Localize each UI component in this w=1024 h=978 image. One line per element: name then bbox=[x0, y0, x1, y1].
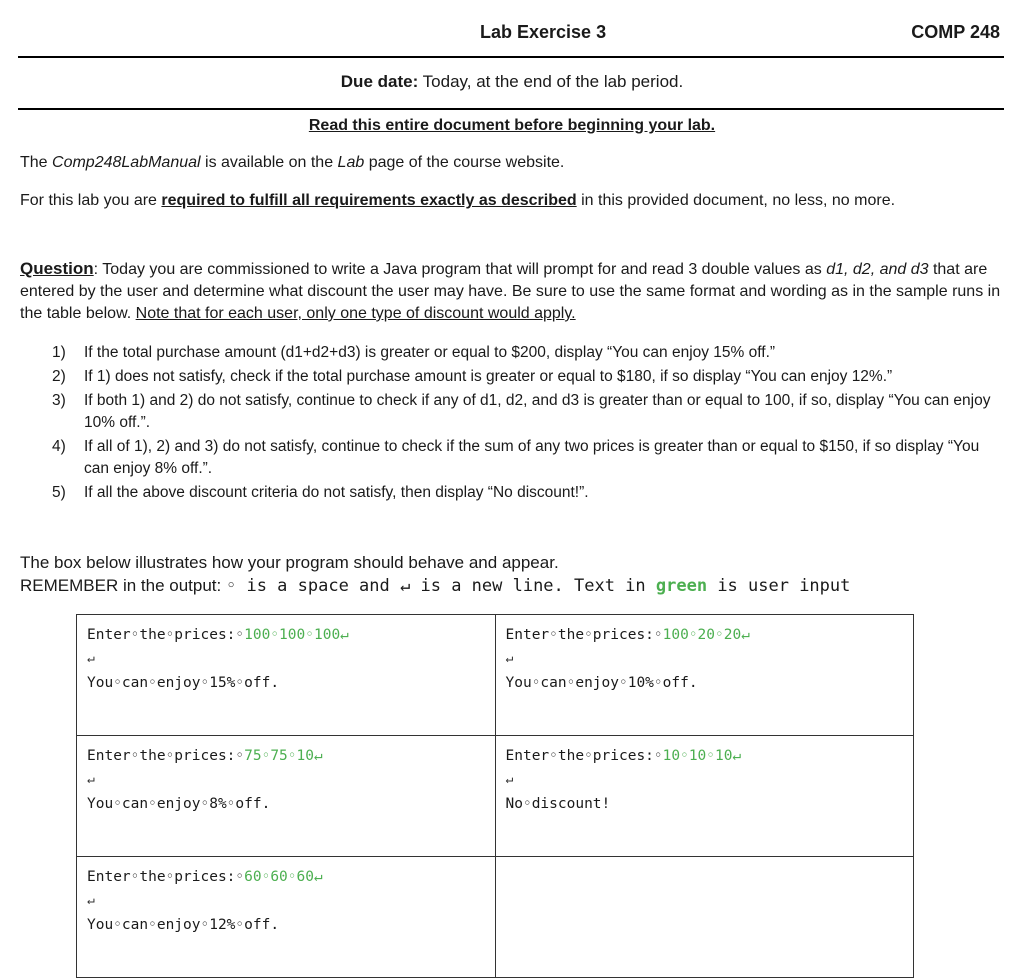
sample-run-cell bbox=[77, 615, 496, 736]
discount-criteria-list bbox=[52, 342, 1002, 506]
criteria-num: 2) bbox=[52, 368, 66, 385]
manual-line-mid: is available on the bbox=[200, 154, 338, 171]
prompt-text: Enter◦the◦prices:◦ bbox=[87, 869, 245, 885]
newline-icon: ↵ bbox=[87, 772, 95, 787]
prompt-text: Enter◦the◦prices:◦ bbox=[505, 748, 663, 764]
remember-space-text: is a space and bbox=[236, 576, 400, 596]
lab-title: Lab Exercise 3 bbox=[480, 22, 607, 42]
newline-icon: ↵ bbox=[87, 651, 95, 666]
lab-page-name: Lab bbox=[337, 154, 365, 171]
result-text: You◦can◦enjoy◦8%◦off. bbox=[87, 796, 271, 812]
result-text: You◦can◦enjoy◦10%◦off. bbox=[505, 675, 698, 691]
question-label: Question bbox=[20, 259, 94, 278]
prompt-line bbox=[87, 744, 485, 768]
manual-line-post: page of the course website. bbox=[364, 154, 565, 171]
remember-pre: REMEMBER in the output: bbox=[20, 576, 226, 595]
requirements-pre: For this lab you are bbox=[20, 192, 162, 209]
criteria-num: 1) bbox=[52, 344, 66, 361]
prompt-line bbox=[87, 623, 485, 647]
criteria-text: If 1) does not satisfy, check if the total purchase amount is greater or equal to $180, if so display “You can enjoy 12%.” bbox=[84, 368, 893, 385]
prompt-text: Enter◦the◦prices:◦ bbox=[505, 627, 663, 643]
criteria-item bbox=[52, 342, 1002, 364]
criteria-num: 5) bbox=[52, 484, 66, 501]
green-word: green bbox=[655, 576, 708, 596]
question-note: Note that for each user, only one type of discount would apply. bbox=[135, 305, 576, 322]
newline-icon: ↵ bbox=[505, 772, 514, 787]
result-text: No◦discount! bbox=[505, 796, 611, 812]
newline-icon: ↵ bbox=[340, 627, 349, 643]
sample-run-cell bbox=[77, 857, 496, 978]
criteria-text: If both 1) and 2) do not satisfy, continue to check if any of d1, d2, and d3 is greater than or equal to 100, if so, display “You can enjoy 10% off.”. bbox=[84, 392, 991, 431]
criteria-item bbox=[52, 366, 1002, 388]
user-input: 75◦75◦10 bbox=[244, 748, 314, 764]
remember-post: is user input bbox=[707, 576, 851, 596]
question-text-2: that are entered by the user and determine what discount the user may have. Be sure to use the same format and wording as in the sample runs in the table below. bbox=[20, 261, 1001, 322]
user-input: 10◦10◦10 bbox=[662, 748, 733, 764]
top-divider bbox=[18, 56, 1004, 58]
newline-icon: ↵ bbox=[741, 627, 750, 643]
prompt-line bbox=[87, 865, 485, 889]
newline-icon: ↵ bbox=[732, 748, 742, 764]
course-code: COMP 248 bbox=[911, 22, 1000, 42]
question-text-1: : Today you are commissioned to write a Java program that will prompt for and read 3 double values as bbox=[93, 261, 827, 278]
criteria-text: If the total purchase amount (d1+d2+d3) is greater or equal to $200, display “You can enjoy 15% off.” bbox=[84, 344, 776, 361]
question-paragraph bbox=[20, 258, 1010, 325]
newline-symbol-icon: ↵ bbox=[400, 576, 411, 596]
sample-runs-table bbox=[76, 614, 914, 978]
question-vars: d1, d2, and d3 bbox=[826, 261, 929, 278]
remember-newline-text: is a new line. Text in bbox=[410, 576, 656, 596]
newline-icon: ↵ bbox=[313, 748, 323, 764]
due-date-line bbox=[0, 72, 1024, 92]
criteria-item bbox=[52, 436, 1002, 480]
due-date-text: Today, at the end of the lab period. bbox=[418, 72, 684, 91]
user-input: 60◦60◦60 bbox=[244, 869, 314, 885]
remember-line bbox=[20, 576, 850, 596]
sample-run-cell bbox=[495, 736, 914, 857]
user-input: 100◦20◦20 bbox=[662, 627, 742, 643]
result-text: You◦can◦enjoy◦12%◦off. bbox=[87, 917, 280, 933]
empty-cell bbox=[495, 857, 914, 978]
newline-icon: ↵ bbox=[505, 651, 514, 666]
manual-line bbox=[20, 152, 1010, 174]
sample-run-cell bbox=[495, 615, 914, 736]
criteria-text: If all the above discount criteria do not satisfy, then display “No discount!”. bbox=[84, 484, 589, 501]
space-symbol-icon: ◦ bbox=[225, 576, 237, 596]
newline-icon: ↵ bbox=[87, 893, 95, 908]
manual-line-pre: The bbox=[20, 154, 53, 171]
requirements-emphasis: required to fulfill all requirements exactly as described bbox=[161, 192, 577, 209]
prompt-text: Enter◦the◦prices:◦ bbox=[87, 748, 245, 764]
user-input: 100◦100◦100 bbox=[244, 627, 341, 643]
illustration-line: The box below illustrates how your program should behave and appear. bbox=[20, 553, 559, 572]
criteria-item bbox=[52, 390, 1002, 434]
criteria-num: 4) bbox=[52, 438, 66, 455]
manual-name: Comp248LabManual bbox=[52, 154, 201, 171]
read-notice: Read this entire document before beginning your lab. bbox=[308, 117, 716, 134]
requirements-line bbox=[20, 190, 1010, 212]
sample-run-cell bbox=[77, 736, 496, 857]
criteria-num: 3) bbox=[52, 392, 66, 409]
prompt-text: Enter◦the◦prices:◦ bbox=[87, 627, 245, 643]
newline-icon: ↵ bbox=[313, 869, 323, 885]
due-date-label: Due date: bbox=[340, 72, 419, 91]
result-text: You◦can◦enjoy◦15%◦off. bbox=[87, 675, 280, 691]
criteria-text: If all of 1), 2) and 3) do not satisfy, continue to check if the sum of any two prices is greater than or equal to $150, if so display “You can enjoy 8% off.”. bbox=[84, 438, 980, 477]
criteria-item bbox=[52, 482, 1002, 504]
due-divider bbox=[18, 108, 1004, 110]
prompt-line bbox=[506, 744, 904, 768]
prompt-line bbox=[506, 623, 904, 647]
requirements-post: in this provided document, no less, no more. bbox=[576, 192, 896, 209]
